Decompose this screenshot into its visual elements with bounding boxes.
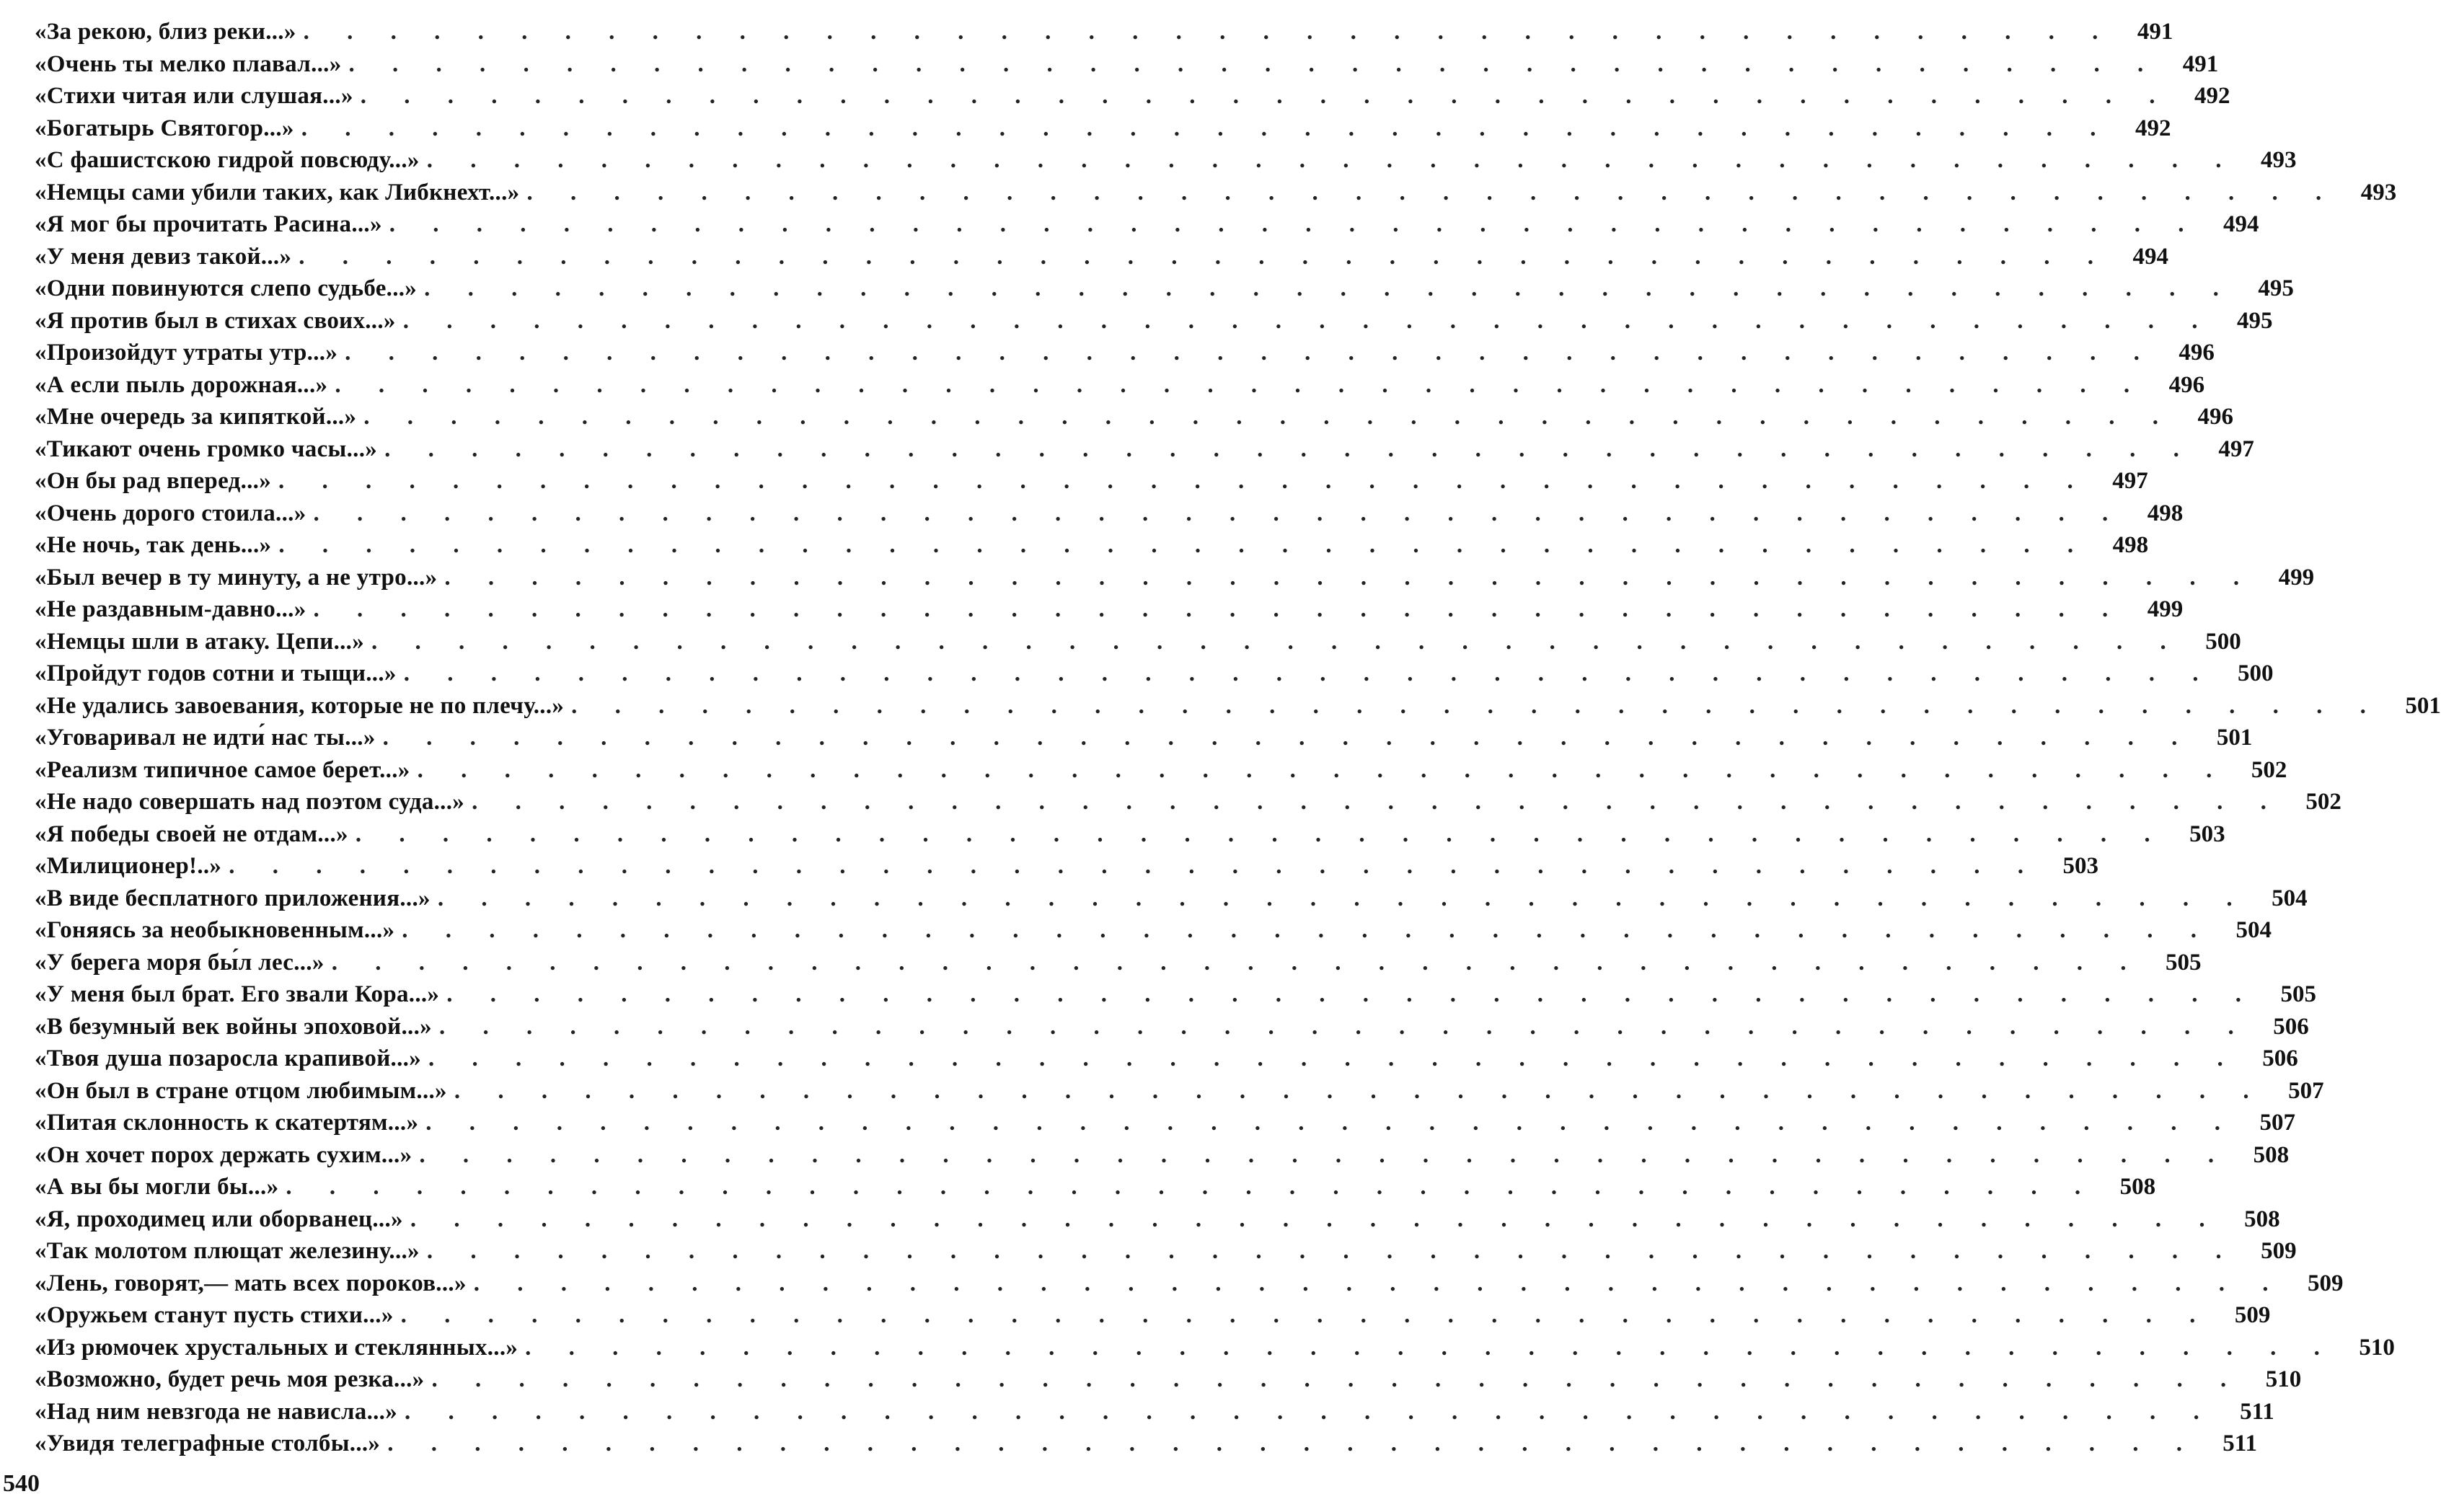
toc-entry <box>35 1332 2395 1364</box>
dot-leader: . . . . . . . . . . . . . . . . . . . . . . . . . . . . . . . . . . . . . . . . . . <box>402 917 2213 943</box>
toc-entry-page: 505 <box>2165 949 2202 976</box>
toc-entry-title: «У берега моря бы́л лес...» <box>35 949 325 976</box>
toc-entry-title: «Так молотом плющат железину...» <box>35 1238 420 1264</box>
toc-entry <box>35 1363 2302 1396</box>
dot-leader: . . . . . . . . . . . . . . . . . . . . . . . . . . . . . . . . . . . . . . . . . . <box>229 853 2039 879</box>
toc-entry-title: «За рекою, близ реки...» <box>35 19 296 45</box>
toc-entry-page: 491 <box>2137 19 2173 45</box>
toc-entry <box>35 48 2219 81</box>
toc-entry <box>35 626 2241 658</box>
toc-entry-page: 492 <box>2194 83 2230 109</box>
toc-entry-title: «Очень ты мелко плавал...» <box>35 50 342 77</box>
toc-entry-title: «Гоняясь за необыкновенным...» <box>35 917 395 943</box>
toc-entry <box>35 1299 2271 1332</box>
toc-entry <box>35 1396 2274 1428</box>
dot-leader: . . . . . . . . . . . . . . . . . . . . . . . . . . . . . . . . . . . . . . . . . . <box>355 821 2166 847</box>
toc-entry-title: «Не раздавным-давно...» <box>35 596 306 622</box>
dot-leader: . . . . . . . . . . . . . . . . . . . . . . . . . . . . . . . . . . . . . . . . . . <box>454 1077 2265 1104</box>
toc-entry <box>35 1235 2297 1268</box>
toc-entry-page: 500 <box>2205 628 2241 655</box>
toc-entry-title: «А вы бы могли бы...» <box>35 1174 279 1200</box>
dot-leader: . . . . . . . . . . . . . . . . . . . . . . . . . . . . . . . . . . . . . . . . . . <box>444 564 2256 591</box>
toc-entry <box>35 1011 2309 1043</box>
dot-leader: . . . . . . . . . . . . . . . . . . . . . . . . . . . . . . . . . . . . . . . . . . <box>331 949 2142 976</box>
dot-leader: . . . . . . . . . . . . . . . . . . . . . . . . . . . . . . . . . . . . . . . . . . <box>301 115 2112 141</box>
toc-entry-page: 501 <box>2405 692 2441 719</box>
dot-leader: . . . . . . . . . . . . . . . . . . . . . . . . . . . . . . . . . . . . . . . . . . <box>571 692 2382 719</box>
toc-entry-page: 499 <box>2147 596 2184 622</box>
toc-entry-page: 494 <box>2223 211 2259 237</box>
toc-entry-title: «Он был в стране отцом любимым...» <box>35 1077 447 1104</box>
dot-leader: . . . . . . . . . . . . . . . . . . . . . . . . . . . . . . . . . . . . . . . . . . <box>402 307 2214 334</box>
toc-entry <box>35 241 2169 273</box>
toc-entry-page: 508 <box>2253 1141 2290 1168</box>
toc-entry-page: 496 <box>2168 371 2205 398</box>
toc-entry-page: 491 <box>2182 50 2219 77</box>
toc-entry-title: «Из рюмочек хрустальных и стеклянных...» <box>35 1334 518 1361</box>
toc-entry-page: 492 <box>2135 115 2171 141</box>
toc-entry <box>35 1171 2156 1203</box>
dot-leader: . . . . . . . . . . . . . . . . . . . . . . . . . . . . . . . . . . . . . . . . . . <box>419 1141 2230 1168</box>
toc-entry-page: 509 <box>2308 1270 2344 1296</box>
dot-leader: . . . . . . . . . . . . . . . . . . . . . . . . . . . . . . . . . . . . . . . . . . <box>473 1270 2285 1296</box>
dot-leader: . . . . . . . . . . . . . . . . . . . . . . . . . . . . . . . . . . . . . . . . . . <box>345 340 2155 366</box>
toc-entry-page: 507 <box>2288 1077 2324 1104</box>
toc-entry-title: «Он хочет порох держать сухим...» <box>35 1141 412 1168</box>
dot-leader: . . . . . . . . . . . . . . . . . . . . . . . . . . . . . . . . . . . . . . . . . . <box>382 725 2194 751</box>
toc-entry-title: «Лень, говорят,— мать всех пороков...» <box>35 1270 467 1296</box>
toc-entry <box>35 818 2225 851</box>
dot-leader: . . . . . . . . . . . . . . . . . . . . . . . . . . . . . . . . . . . . . . . . . . <box>424 275 2235 301</box>
toc-entry-title: «Милиционер!..» <box>35 853 222 879</box>
dot-leader: . . . . . . . . . . . . . . . . . . . . . . . . . . . . . . . . . . . . . . . . . . <box>348 50 2160 77</box>
toc-entry-title: «Уговаривал не идти́ нас ты...» <box>35 725 376 751</box>
toc-entry-title: «Не удались завоевания, которые не по плечу...» <box>35 692 565 719</box>
toc-entry-page: 504 <box>2272 885 2308 911</box>
toc-entry-title: «Я против был в стихах своих...» <box>35 307 396 334</box>
toc-entry-title: «Тикают очень громко часы...» <box>35 436 378 462</box>
toc-entry <box>35 1428 2257 1460</box>
toc-entry-page: 502 <box>2251 756 2287 783</box>
toc-entry-title: «А если пыль дорожная...» <box>35 371 328 398</box>
toc-entry-page: 502 <box>2305 789 2341 815</box>
toc-entry-title: «Над ним невзгода не нависла...» <box>35 1398 398 1425</box>
toc-entry <box>35 16 2173 48</box>
toc-entry-page: 503 <box>2189 821 2225 847</box>
toc-entry-title: «Немцы сами убили таких, как Либкнехт...» <box>35 179 520 205</box>
toc-entry <box>35 1107 2296 1139</box>
toc-entry-title: «С фашистскою гидрой повсюду...» <box>35 147 420 173</box>
dot-leader: . . . . . . . . . . . . . . . . . . . . . . . . . . . . . . . . . . . . . . . . . . <box>431 1366 2243 1392</box>
toc-entry-page: 506 <box>2273 1013 2309 1040</box>
dot-leader: . . . . . . . . . . . . . . . . . . . . . . . . . . . . . . . . . . . . . . . . . . <box>417 756 2228 783</box>
toc-entry-page: 510 <box>2359 1334 2395 1361</box>
dot-leader: . . . . . . . . . . . . . . . . . . . . . . . . . . . . . . . . . . . . . . . . . . <box>384 436 2195 462</box>
toc-entry-page: 493 <box>2260 147 2297 173</box>
toc-entry <box>35 1203 2280 1236</box>
toc-entry-title: «Питая склонность к скатертям...» <box>35 1110 419 1136</box>
toc-entry <box>35 1075 2324 1108</box>
toc-entry <box>35 1268 2344 1300</box>
toc-entry <box>35 433 2254 466</box>
toc-entry <box>35 883 2308 915</box>
toc-entry-title: «Увидя телеграфные столбы...» <box>35 1431 381 1456</box>
toc-entry-page: 506 <box>2262 1045 2298 1071</box>
toc-entry-page: 510 <box>2265 1366 2302 1392</box>
dot-leader: . . . . . . . . . . . . . . . . . . . . . . . . . . . . . . . . . . . . . . . . . . <box>425 1110 2237 1136</box>
dot-leader: . . . . . . . . . . . . . . . . . . . . . . . . . . . . . . . . . . . . . . . . . . <box>371 628 2182 655</box>
toc-entry-title: «Одни повинуются слепо судьбе...» <box>35 275 418 301</box>
toc-entry-page: 501 <box>2216 725 2253 751</box>
toc-entry-page: 495 <box>2236 307 2273 334</box>
toc-entry-page: 509 <box>2261 1238 2297 1264</box>
toc-entry-title: «Оружьем станут пусть стихи...» <box>35 1302 394 1328</box>
dot-leader: . . . . . . . . . . . . . . . . . . . . . . . . . . . . . . . . . . . . . . . . . . <box>278 468 2089 494</box>
toc-entry <box>35 208 2259 241</box>
dot-leader: . . . . . . . . . . . . . . . . . . . . . . . . . . . . . . . . . . . . . . . . . . <box>286 1174 2097 1200</box>
toc-entry-title: «Твоя душа позаросла крапивой...» <box>35 1045 421 1071</box>
toc-entry-title: «Был вечер в ту минуту, а не утро...» <box>35 564 438 591</box>
toc-entry-title: «В безумный век войны эпоховой...» <box>35 1013 432 1040</box>
dot-leader: . . . . . . . . . . . . . . . . . . . . . . . . . . . . . . . . . . . . . . . . . . <box>303 19 2114 45</box>
dot-leader: . . . . . . . . . . . . . . . . . . . . . . . . . . . . . . . . . . . . . . . . . . <box>389 211 2200 237</box>
dot-leader: . . . . . . . . . . . . . . . . . . . . . . . . . . . . . . . . . . . . . . . . . . <box>335 371 2146 398</box>
dot-leader: . . . . . . . . . . . . . . . . . . . . . . . . . . . . . . . . . . . . . . . . . . <box>526 179 2338 205</box>
toc-entry-title: «Стихи читая или слушая...» <box>35 83 353 109</box>
toc-entry <box>35 305 2273 337</box>
dot-leader: . . . . . . . . . . . . . . . . . . . . . . . . . . . . . . . . . . . . . . . . . . <box>428 1045 2239 1071</box>
toc-entry-title: «У меня девиз такой...» <box>35 243 292 270</box>
toc-entry-title: «Я победы своей не отдам...» <box>35 821 348 847</box>
dot-leader: . . . . . . . . . . . . . . . . . . . . . . . . . . . . . . . . . . . . . . . . . . <box>410 1206 2221 1232</box>
toc-entry <box>35 273 2294 305</box>
dot-leader: . . . . . . . . . . . . . . . . . . . . . . . . . . . . . . . . . . . . . . . . . . <box>313 500 2124 526</box>
toc-entry <box>35 465 2148 498</box>
toc-entry-title: «Я, проходимец или оборванец...» <box>35 1206 403 1232</box>
page-number: 540 <box>3 1470 40 1497</box>
toc-entry-page: 508 <box>2244 1206 2280 1232</box>
dot-leader: . . . . . . . . . . . . . . . . . . . . . . . . . . . . . . . . . . . . . . . . . . <box>446 981 2257 1007</box>
toc-entry-title: «Не надо совершать над поэтом суда...» <box>35 789 465 815</box>
toc-entry-title: «Очень дорого стоила...» <box>35 500 306 526</box>
toc-entry-page: 509 <box>2234 1302 2271 1328</box>
toc-entry-title: «Богатырь Святогор...» <box>35 115 294 141</box>
dot-leader: . . . . . . . . . . . . . . . . . . . . . . . . . . . . . . . . . . . . . . . . . . <box>405 1398 2215 1425</box>
dot-leader: . . . . . . . . . . . . . . . . . . . . . . . . . . . . . . . . . . . . . . . . . . <box>387 1431 2198 1456</box>
toc-entry-title: «Немцы шли в атаку. Цепи...» <box>35 628 365 655</box>
toc-entry-page: 495 <box>2258 275 2294 301</box>
toc-entry <box>35 722 2253 754</box>
dot-leader: . . . . . . . . . . . . . . . . . . . . . . . . . . . . . . . . . . . . . . . . . . <box>525 1334 2336 1361</box>
toc-entry-page: 494 <box>2132 243 2169 270</box>
toc-entry <box>35 562 2315 594</box>
dot-leader: . . . . . . . . . . . . . . . . . . . . . . . . . . . . . . . . . . . . . . . . . . <box>426 147 2238 173</box>
toc-entry <box>35 658 2274 690</box>
toc-entry-title: «Мне очередь за кипяткой...» <box>35 404 357 430</box>
toc-entry <box>35 401 2234 433</box>
toc-entry <box>35 337 2215 369</box>
toc-entry <box>35 498 2184 530</box>
toc-entry <box>35 786 2341 818</box>
toc-entry-page: 503 <box>2062 853 2098 879</box>
toc-entry <box>35 690 2441 722</box>
toc-entry-page: 493 <box>2360 179 2397 205</box>
toc-entry <box>35 80 2230 112</box>
toc-entry-page: 497 <box>2112 468 2148 494</box>
toc-entry-title: «Не ночь, так день...» <box>35 532 272 558</box>
toc-entry-title: «Произойдут утраты утр...» <box>35 340 338 366</box>
toc-entry-title: «У меня был брат. Его звали Кора...» <box>35 981 440 1007</box>
dot-leader: . . . . . . . . . . . . . . . . . . . . . . . . . . . . . . . . . . . . . . . . . . <box>403 660 2215 686</box>
toc-entry-page: 505 <box>2280 981 2316 1007</box>
toc-entry <box>35 754 2287 787</box>
toc-entry-title: «Я мог бы прочитать Расина...» <box>35 211 382 237</box>
toc-entry-page: 498 <box>2112 532 2149 558</box>
toc-entry-page: 508 <box>2119 1174 2156 1200</box>
toc-entry-page: 500 <box>2237 660 2274 686</box>
dot-leader: . . . . . . . . . . . . . . . . . . . . . . . . . . . . . . . . . . . . . . . . . . <box>400 1302 2212 1328</box>
toc-entry-title: «Пройдут годов сотни и тыщи...» <box>35 660 397 686</box>
toc-entry-page: 496 <box>2197 404 2234 430</box>
toc-entry-page: 499 <box>2278 564 2315 591</box>
toc-entry <box>35 914 2272 947</box>
toc-entry-page: 511 <box>2240 1398 2274 1425</box>
toc-entry-title: «Реализм типичное самое берет...» <box>35 756 410 783</box>
toc-entry <box>35 177 2397 209</box>
toc-entry <box>35 369 2205 402</box>
toc-entry-page: 498 <box>2147 500 2184 526</box>
toc-entry-page: 511 <box>2222 1431 2257 1456</box>
dot-leader: . . . . . . . . . . . . . . . . . . . . . . . . . . . . . . . . . . . . . . . . . . <box>438 1013 2250 1040</box>
toc-entry <box>35 978 2316 1011</box>
toc-entry-page: 497 <box>2218 436 2254 462</box>
dot-leader: . . . . . . . . . . . . . . . . . . . . . . . . . . . . . . . . . . . . . . . . . . <box>313 596 2124 622</box>
toc-entry <box>35 1139 2290 1172</box>
toc-entry <box>35 850 2098 883</box>
toc-entry <box>35 1043 2298 1075</box>
toc-entry-title: «Он бы рад вперед...» <box>35 468 272 494</box>
dot-leader: . . . . . . . . . . . . . . . . . . . . . . . . . . . . . . . . . . . . . . . . . . <box>426 1238 2238 1264</box>
toc-entry <box>35 112 2171 145</box>
toc-entry <box>35 144 2297 177</box>
toc-entry <box>35 593 2184 626</box>
dot-leader: . . . . . . . . . . . . . . . . . . . . . . . . . . . . . . . . . . . . . . . . . . <box>437 885 2248 911</box>
toc-entry-page: 504 <box>2235 917 2272 943</box>
dot-leader: . . . . . . . . . . . . . . . . . . . . . . . . . . . . . . . . . . . . . . . . . . <box>472 789 2282 815</box>
table-of-contents <box>35 16 2441 1460</box>
toc-entry-title: «Возможно, будет речь моя резка...» <box>35 1366 425 1392</box>
toc-entry <box>35 947 2202 979</box>
dot-leader: . . . . . . . . . . . . . . . . . . . . . . . . . . . . . . . . . . . . . . . . . . <box>299 243 2110 270</box>
dot-leader: . . . . . . . . . . . . . . . . . . . . . . . . . . . . . . . . . . . . . . . . . . <box>360 83 2171 109</box>
toc-entry-page: 496 <box>2179 340 2215 366</box>
toc-entry <box>35 529 2149 562</box>
dot-leader: . . . . . . . . . . . . . . . . . . . . . . . . . . . . . . . . . . . . . . . . . . <box>363 404 2175 430</box>
dot-leader: . . . . . . . . . . . . . . . . . . . . . . . . . . . . . . . . . . . . . . . . . . <box>278 532 2090 558</box>
toc-entry-page: 507 <box>2259 1110 2296 1136</box>
toc-entry-title: «В виде бесплатного приложения...» <box>35 885 431 911</box>
